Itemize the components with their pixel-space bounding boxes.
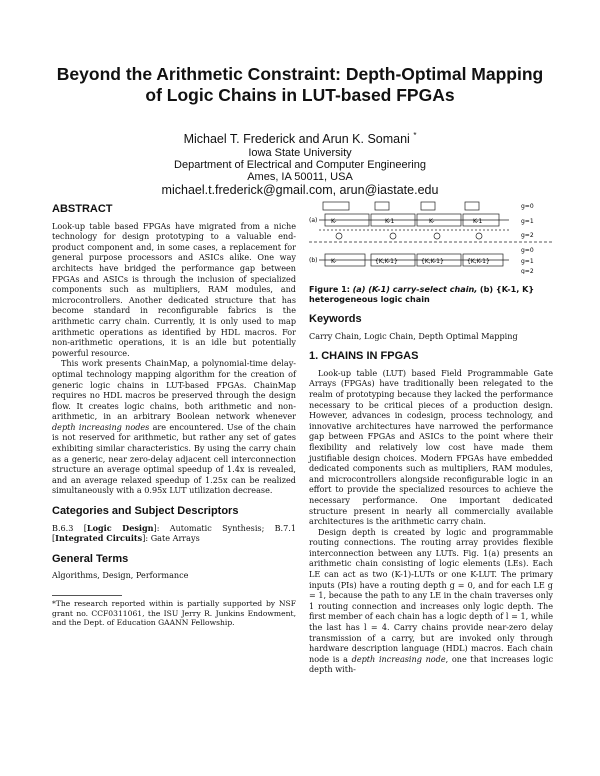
keywords-text: Carry Chain, Logic Chain, Depth Optimal Mapping (309, 330, 518, 341)
out-a4 (476, 233, 482, 239)
cell-b3: {K,K-1} (421, 258, 444, 265)
affiliation-department: Department of Electrical and Computer Engineering (174, 159, 426, 172)
general-terms-text: Algorithms, Design, Performance (52, 570, 189, 581)
section-1-paragraph-2: Design depth is created by logic and programmable routing connections. The routing array provides flexible interconnection between any LUTs. Fig. 1(a) presents an arithmetic chain consisting of logic elements (LEs). Each LE can act as two (K-1)-LUTs or one K-LUT. The primary inputs (PIs) have a routing depth g = 0, and for each LE g = 1, because the path to any LE in the chain traverses only 1 routing connection and increases only logic depth. The first member of each chain has a logic depth of l = 1, while the last has l = 4. Carry chains provide near-zero delay transmission of a carry, but are invoked only through hardware description language (HDL) macros. Each chain node is a depth increasing node, one that increases logic depth with- (309, 526, 554, 675)
figure-1-diagram (309, 200, 553, 274)
pi-group-a4 (465, 202, 479, 210)
cell-b2: {K,K-1} (375, 258, 398, 265)
author-names-line (120, 130, 480, 145)
author-names: Michael T. Frederick and Arun K. Somani (183, 132, 410, 147)
label-a: (a) (309, 217, 318, 224)
g0-a: g=0 (521, 203, 534, 210)
footnote-text: *The research reported within is partially supported by NSF grant no. CCF0311061, the ISU Jerry R. Junkins Endowment, and the Dept. of Education GAANN Fellowship. (52, 599, 296, 628)
section-1-paragraph-1: Look-up table (LUT) based Field Programmable Gate Arrays (FPGAs) have traditionally been relegated to the realm of prototyping because they lacked the performance necessary to be critical pieces of a production design. However, advances in codesign, process technology, and innovative architectures have narrowed the performance gap between FPGAs and ASICs to the point where their flexibility and relatively low cost have made them justifiable design choices. Modern FPGAs have embedded dedicated components such as multipliers, RAM modules, and microcontrollers alongside reconfigurable logic in an effort to provide the specialized resources to achieve the necessary performance. One important dedicated structure present in nearly all commercially available architectures is the arithmetic carry chain. (309, 367, 553, 527)
categories-text: B.6.3 [Logic Design]: Automatic Synthesis; B.7.1 [Integrated Circuits]: Gate Arrays (52, 522, 297, 544)
categories-heading: Categories and Subject Descriptors (52, 505, 239, 518)
cell-b1: K- (331, 258, 337, 265)
g0-b: g=0 (521, 247, 534, 254)
right-column (309, 278, 553, 675)
g1-b: g=1 (521, 258, 534, 265)
section-1-emphasis: depth increasing node (351, 653, 446, 664)
affiliation-university: Iowa State University (248, 147, 352, 160)
g2-a: g=2 (521, 232, 534, 239)
title-line-2: of Logic Chains in LUT-based FPGAs (145, 85, 455, 105)
cell-a3: K- (429, 218, 435, 225)
out-a2 (390, 233, 396, 239)
g1-a: g=1 (521, 218, 534, 225)
figure-1-caption: Figure 1: (a) (K-1) carry-select chain, (b) {K-1, K} heterogeneous logic chain (309, 284, 535, 304)
section-1-heading: 1. CHAINS IN FPGAS (309, 350, 419, 363)
out-a3 (434, 233, 440, 239)
cell-a1: K- (331, 218, 337, 225)
pi-group-a2 (375, 202, 389, 210)
author-emails: michael.t.frederick@gmail.com, arun@iastate.edu (161, 183, 439, 198)
out-a1 (336, 233, 342, 239)
cell-a2: K-1 (385, 218, 395, 225)
cell-b4: {K,K-1} (467, 258, 490, 265)
author-block (120, 130, 480, 196)
label-b: (b) (309, 257, 318, 264)
general-terms-heading: General Terms (52, 552, 129, 565)
pi-group-a1 (323, 202, 349, 210)
keywords-heading: Keywords (309, 313, 362, 325)
abstract-paragraph-2: This work presents ChainMap, a polynomial-time delay-optimal technology mapping algorithm for the creation of generic logic chains in LUT-based FPGAs. ChainMap requires no HDL macros be preserved through the design flow. It creates logic chains, both arithmetic and non-arithmetic, in an arbitrary Boolean network whenever depth increasing nodes are encountered. Use of the chain is not reserved for arithmetic, but rather any set of gates exhibiting similar characteristics. By using the carry chain as a generic, near zero-delay adjacent cell interconnection structure an average optimal speedup of 1.4x is revealed, and an average relaxed speedup of 1.25x can be realized simultaneously with a 0.95x LUT utilization decrease. (52, 358, 296, 496)
paper-title (40, 64, 560, 106)
abstract-paragraph-1: Look-up table based FPGAs have migrated from a niche technology for design prototyping to a valuable end-product component and, in some cases, a replacement for general purpose processors and ASICs alike. One way architects have bridged the performance gap between FPGAs and ASICs is through the inclusion of specialized components such as multipliers, RAM modules, and microcontrollers. Another dedicated structure that has become standard in reconfigurable fabrics is the arithmetic carry chain. Currently, it is only used to map arithmetic operations as identified by HDL macros. For non-arithmetic operations, it is an idle but potentially powerful resource. (52, 220, 296, 358)
pi-group-a3 (421, 202, 435, 210)
left-column (52, 204, 296, 628)
abstract-heading: ABSTRACT (52, 203, 113, 215)
cell-a4: K-1 (473, 218, 483, 225)
figure-1 (309, 200, 553, 274)
title-line-1: Beyond the Arithmetic Constraint: Depth-Optimal Mapping (56, 64, 544, 84)
author-footnote-mark: * (413, 131, 417, 140)
footnote-rule (52, 595, 122, 596)
g2-b: g=2 (521, 268, 534, 274)
affiliation-address: Ames, IA 50011, USA (247, 171, 353, 184)
abstract-emphasis: depth increasing nodes (52, 421, 150, 432)
